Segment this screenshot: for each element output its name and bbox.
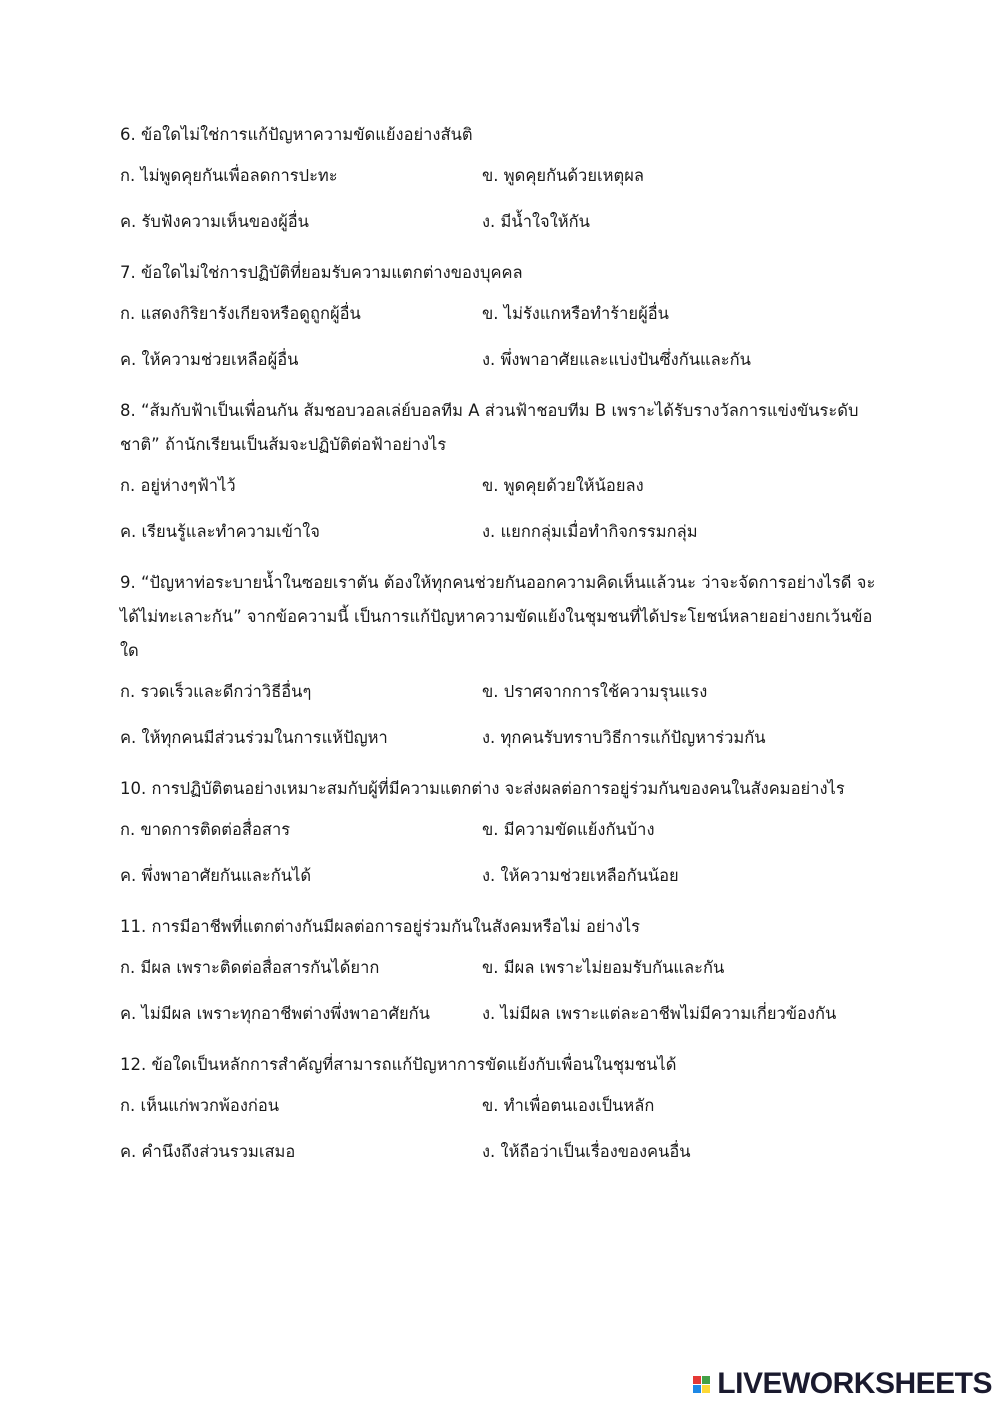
question-text: 8. “ส้มกับฟ้าเป็นเพื่อนกัน ส้มชอบวอลเล่ย์บอลทีม A ส่วนฟ้าชอบทีม B เพราะได้รับรางวัลการแข่งขันระดับชาติ” ถ้านักเรียนเป็นส้มจะปฏิบัติต่อฟ้าอย่างไร: [120, 401, 859, 454]
badge-square: [702, 1385, 710, 1393]
option-row: [120, 726, 880, 750]
question-10: [120, 772, 880, 888]
question-text: 11. การมีอาชีพที่แตกต่างกันมีผลต่อการอยู่ร่วมกันในสังคมหรือไม่ อย่างไร: [120, 917, 641, 936]
option-c[interactable]: ค. รับฟังความเห็นของผู้อื่น: [120, 212, 309, 231]
option-row: [120, 864, 880, 888]
question-text: 12. ข้อใดเป็นหลักการสำคัญที่สามารถแก้ปัญหาการขัดแย้งกับเพื่อนในชุมชนได้: [120, 1055, 677, 1074]
option-b[interactable]: ข. พูดคุยกันด้วยเหตุผล: [482, 166, 644, 185]
option-row: [120, 348, 880, 372]
option-c[interactable]: ค. คำนึงถึงส่วนรวมเสมอ: [120, 1142, 296, 1161]
option-row: [120, 164, 880, 188]
question-11: [120, 910, 880, 1026]
option-row: [120, 210, 880, 234]
option-d[interactable]: ง. ให้ความช่วยเหลือกันน้อย: [482, 866, 679, 885]
option-a[interactable]: ก. รวดเร็วและดีกว่าวิธีอื่นๆ: [120, 682, 312, 701]
option-row: [120, 474, 880, 498]
option-b[interactable]: ข. พูดคุยด้วยให้น้อยลง: [482, 476, 644, 495]
question-12: [120, 1048, 880, 1164]
option-a[interactable]: ก. อยู่ห่างๆฟ้าไว้: [120, 476, 236, 495]
option-b[interactable]: ข. ไม่รังแกหรือทำร้ายผู้อื่น: [482, 304, 669, 323]
option-a[interactable]: ก. เห็นแก่พวกพ้องก่อน: [120, 1096, 280, 1115]
question-8: [120, 394, 880, 544]
option-b[interactable]: ข. ทำเพื่อตนเองเป็นหลัก: [482, 1096, 655, 1115]
worksheet: [120, 118, 880, 1186]
option-row: [120, 680, 880, 704]
option-row: [120, 818, 880, 842]
option-d[interactable]: ง. ทุกคนรับทราบวิธีการแก้ปัญหาร่วมกัน: [482, 728, 766, 747]
option-row: [120, 302, 880, 326]
question-9: [120, 566, 880, 750]
question-6: [120, 118, 880, 234]
question-7: [120, 256, 880, 372]
option-row: [120, 1094, 880, 1118]
question-text: 7. ข้อใดไม่ใช่การปฏิบัติที่ยอมรับความแตกต่างของบุคคล: [120, 263, 523, 282]
question-text: 6. ข้อใดไม่ใช่การแก้ปัญหาความขัดแย้งอย่างสันติ: [120, 125, 473, 144]
option-c[interactable]: ค. เรียนรู้และทำความเข้าใจ: [120, 522, 320, 541]
option-b[interactable]: ข. มีผล เพราะไม่ยอมรับกันและกัน: [482, 958, 725, 977]
badge-square: [693, 1376, 701, 1384]
option-a[interactable]: ก. ไม่พูดคุยกันเพื่อลดการปะทะ: [120, 166, 338, 185]
logo-badge-icon: [693, 1376, 710, 1393]
question-text: 9. “ปัญหาท่อระบายน้ำในซอยเราตัน ต้องให้ทุกคนช่วยกันออกความคิดเห็นแล้วนะ ว่าจะจัดการอย่างไรดี จะได้ไม่ทะเลาะกัน” จากข้อความนี้ เป็นการแก้ปัญหาความขัดแย้งในชุมชนที่ได้ประโยชน์หลายอย่างยกเว้นข้อใด: [120, 573, 876, 660]
option-b[interactable]: ข. มีความขัดแย้งกันบ้าง: [482, 820, 655, 839]
badge-square: [702, 1376, 710, 1384]
option-d[interactable]: ง. มีน้ำใจให้กัน: [482, 212, 590, 231]
option-row: [120, 520, 880, 544]
option-a[interactable]: ก. ขาดการติดต่อสื่อสาร: [120, 820, 291, 839]
option-row: [120, 1002, 880, 1026]
option-c[interactable]: ค. ให้ทุกคนมีส่วนร่วมในการแห้ปัญหา: [120, 728, 388, 747]
logo-text: LIVEWORKSHEETS: [717, 1367, 992, 1400]
question-text: 10. การปฏิบัติตนอย่างเหมาะสมกับผู้ที่มีความแตกต่าง จะส่งผลต่อการอยู่ร่วมกันของคนในสังคมอย่างไร: [120, 779, 845, 798]
option-b[interactable]: ข. ปราศจากการใช้ความรุนแรง: [482, 682, 708, 701]
option-d[interactable]: ง. แยกกลุ่มเมื่อทำกิจกรรมกลุ่ม: [482, 522, 698, 541]
option-c[interactable]: ค. พึ่งพาอาศัยกันและกันได้: [120, 866, 312, 885]
option-row: [120, 1140, 880, 1164]
badge-square: [693, 1385, 701, 1393]
liveworksheets-logo: [693, 1367, 992, 1401]
option-d[interactable]: ง. พึ่งพาอาศัยและแบ่งปันซึ่งกันและกัน: [482, 350, 751, 369]
option-d[interactable]: ง. ให้ถือว่าเป็นเรื่องของคนอื่น: [482, 1142, 691, 1161]
option-c[interactable]: ค. ให้ความช่วยเหลือผู้อื่น: [120, 350, 299, 369]
option-row: [120, 956, 880, 980]
option-a[interactable]: ก. แสดงกิริยารังเกียจหรือดูถูกผู้อื่น: [120, 304, 361, 323]
option-a[interactable]: ก. มีผล เพราะติดต่อสื่อสารกันได้ยาก: [120, 958, 380, 977]
option-d[interactable]: ง. ไม่มีผล เพราะแต่ละอาชีพไม่มีความเกี่ยวข้องกัน: [482, 1004, 837, 1023]
option-c[interactable]: ค. ไม่มีผล เพราะทุกอาชีพต่างพึ่งพาอาศัยกัน: [120, 1004, 430, 1023]
